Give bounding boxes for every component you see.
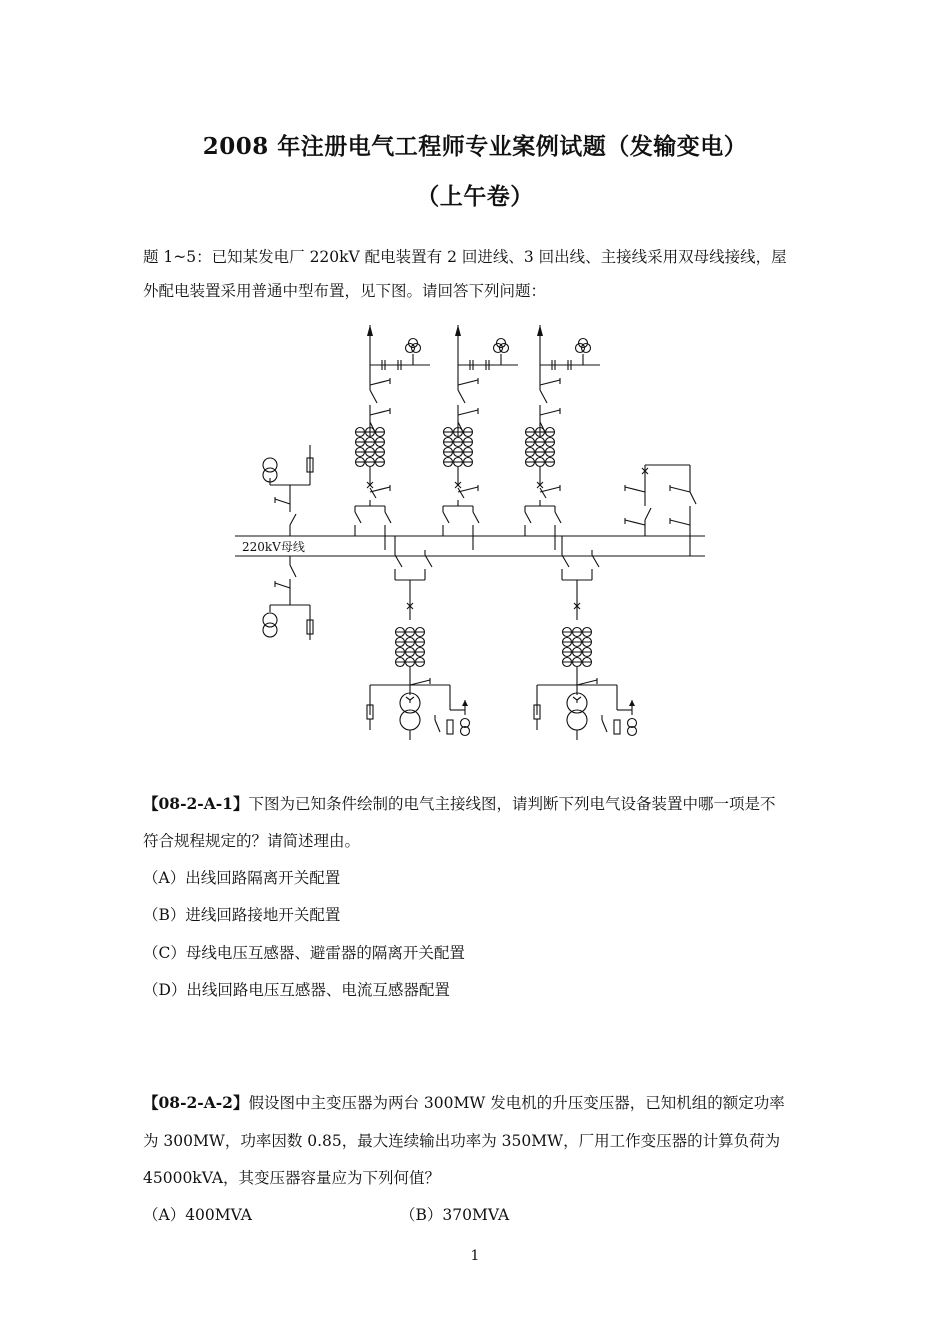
q1-option-c: （C）母线电压互感器、避雷器的隔离开关配置	[143, 944, 465, 962]
page-title: 2008 年注册电气工程师专业案例试题（发输变电）	[202, 133, 748, 160]
main-wiring-diagram	[230, 320, 720, 770]
intro-line-1: 题 1~5：已知某发电厂 220kV 配电装置有 2 回进线、3 回出线、主接线采用双母线接线，屋	[143, 248, 787, 266]
q1-line-2: 符合规程规定的？请简述理由。	[143, 832, 361, 850]
q2-line-3: 45000kVA，其变压器容量应为下列何值？	[143, 1169, 441, 1187]
page-subtitle: （上午卷）	[416, 183, 534, 210]
q1-code: 【08-2-A-1】	[143, 794, 249, 813]
q2-option-b: （B）370MVA	[400, 1206, 510, 1224]
page-number: 1	[470, 1248, 480, 1264]
q1-text-1: 下图为已知条件绘制的电气主接线图，请判断下列电气设备装置中哪一项是不	[248, 795, 776, 813]
q2-text-1: 假设图中主变压器为两台 300MW 发电机的升压变压器，已知机组的额定功率	[248, 1094, 785, 1112]
intro-line-2: 外配电装置采用普通中型布置，见下图。请回答下列问题：	[143, 282, 547, 300]
q1-option-a: （A）出线回路隔离开关配置	[143, 869, 341, 887]
q1-option-b: （B）进线回路接地开关配置	[143, 906, 341, 924]
q2-code: 【08-2-A-2】	[143, 1093, 249, 1112]
q2-option-a: （A）400MVA	[143, 1206, 252, 1224]
q2-line-1	[143, 1091, 785, 1113]
bus-label: 220kV母线	[242, 540, 305, 554]
q1-option-d: （D）出线回路电压互感器、电流互感器配置	[143, 981, 450, 999]
q1-line-1	[143, 792, 775, 814]
q2-line-2: 为 300MW，功率因数 0.85，最大连续输出功率为 350MW，厂用工作变压器的计算负荷为	[143, 1132, 781, 1150]
